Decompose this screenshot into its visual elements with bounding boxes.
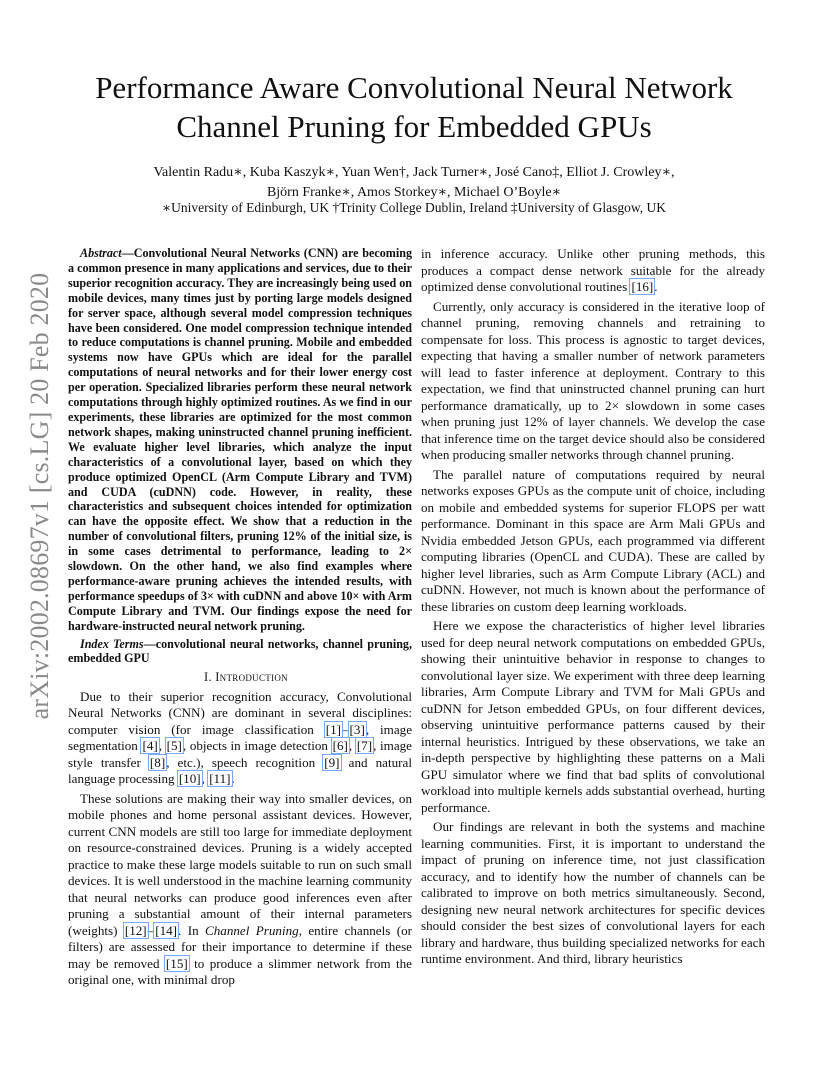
citation-link[interactable]: [10] xyxy=(178,771,201,787)
citation-link[interactable]: [3] xyxy=(349,721,365,737)
citation-link[interactable]: [4] xyxy=(142,738,158,754)
text-run: , xyxy=(348,738,356,754)
text-run: , xyxy=(158,738,166,754)
citation-link[interactable]: [16] xyxy=(631,279,654,294)
text-run: in inference accuracy. Unlike other pruning methods, this produces a compact dense network suitable for the already optimized dense convolutional routines xyxy=(421,246,765,294)
citation-link[interactable]: [6] xyxy=(332,738,348,754)
affiliations: ∗University of Edinburgh, UK †Trinity College Dublin, Ireland ‡University of Glasgow, UK xyxy=(161,200,666,215)
title-line-1: Performance Aware Convolutional Neural Network xyxy=(95,70,733,105)
text-run: . In xyxy=(178,922,205,938)
text-run: – xyxy=(342,721,349,737)
intro-paragraph-1 xyxy=(68,689,412,788)
text-run: and natural language processing xyxy=(68,754,412,787)
citation-link[interactable]: [7] xyxy=(356,738,373,754)
index-terms xyxy=(68,637,412,667)
intro-paragraph-3: Currently, only accuracy is considered in the iterative loop of channel pruning, removing channels and retraining to compensate for loss. This process is agnostic to target devices, expecting that having a smaller number of network parameters will lead to faster inference at deployment. Contrary to this expectation, we find that uninstructed channel pruning can hurt performance dramatically, up to 2× slowdown in some cases when pruning just 12% of layer channels. We develop the case that inference time on the target device should also be considered when producing smaller networks through channel pruning. xyxy=(421,298,765,462)
index-terms-text: —convolutional neural networks, channel pruning, embedded GPU xyxy=(68,636,412,666)
intro-paragraph-5: Here we expose the characteristics of higher level libraries used for deep neural network computations on embedded GPUs, showing their unintuitive behavior in response to changes to convolutional layer size. We experiment with three deep learning libraries, Arm Compute Library and TVM for Mali GPUs and cuDNN for Jetson embedded GPUs, on four different devices, observing unintuitive performance patterns caused by their internal heuristics. Intrigued by these observations, we take an in-depth perspective by highlighting these patterns on a Mali GPU simulator where we find that bad splits of convolutional workload into multiple kernels adds substantial overhead, hurting performance. xyxy=(421,618,765,815)
intro-paragraph-6: Our findings are relevant in both the systems and machine learning communities. First, it is important to understand the impact of pruning on inference time, not just classification accuracy, and to identify how the number of channels can be calibrated to improve on both metrics simultaneously. Second, designing new neural network architectures for specific devices should consider the best sizes of convolutional layers for each library and hardware, thus building specialized networks for each runtime environment. And third, library heuristics xyxy=(421,819,765,966)
arxiv-identifier-text: arXiv:2002.08697v1 [cs.LG] 20 Feb 2020 xyxy=(25,272,54,720)
text-run: , objects in image detection xyxy=(182,738,332,754)
intro-paragraph-2-continued xyxy=(421,246,765,296)
citation-link[interactable]: [8] xyxy=(149,754,166,770)
text-run: , xyxy=(201,771,209,787)
abstract-label: Abstract xyxy=(80,246,122,260)
text-run: , image style transfer xyxy=(68,738,412,770)
section-title: Introduction xyxy=(215,670,288,685)
text-run: to produce a slimmer network from the original one, with minimal drop xyxy=(68,955,412,988)
intro-paragraph-4: The parallel nature of computations required by neural networks exposes GPUs as the compute unit of choice, including on mobile and embedded systems for superior FLOPS per watt performance. Dominant in this space are Arm Mali GPUs and Nvidia embedded Jetson GPUs, each programmed via different computing libraries (OpenCL and CUDA). These are called by higher level libraries, such as Arm Compute Library (ACL) and cuDNN. However, not much is known about the performance of these libraries on custom deep learning workloads. xyxy=(421,466,765,614)
text-run: , etc.), speech recognition xyxy=(166,754,324,770)
intro-paragraph-2 xyxy=(68,791,412,989)
citation-link[interactable]: [5] xyxy=(166,738,182,754)
citation-link[interactable]: [9] xyxy=(324,754,340,770)
text-run: – xyxy=(147,922,155,938)
citation-link[interactable]: [14] xyxy=(155,922,178,938)
text-run: , entire channels (or filters) are assessed for their importance to determine if these may be removed xyxy=(68,922,412,971)
title-line-2: Channel Pruning for Embedded GPUs xyxy=(176,109,652,144)
section-number: I. xyxy=(204,670,212,685)
text-run: These solutions are making their way into smaller devices, on mobile phones and home personal assistant devices. However, current CNN models are still too large for immediate deployment on resource-constrained devices. Pruning is a widely accepted practice to make these large models suitable to run on such small devices. It is well understood in the machine learning community that neural networks can produce good inferences even after pruning a substantial amount of their internal parameters (weights) xyxy=(68,790,412,938)
text-run: , image segmentation xyxy=(68,721,413,754)
left-column xyxy=(68,246,412,989)
author-list xyxy=(60,163,768,203)
citation-link[interactable]: [1] xyxy=(325,721,341,737)
text-run: . xyxy=(654,279,658,294)
text-run: . xyxy=(231,771,235,787)
abstract xyxy=(68,246,412,634)
abstract-text: —Convolutional Neural Networks (CNN) are becoming a common presence in many applications and services, due to their superior recognition accuracy. They are increasingly being used on mobile devices, many times just by porting large models designed for server space, although several model compression techniques have been considered. One model compression technique intended to reduce computations is channel pruning. Mobile and embedded systems now have GPUs which are ideal for the parallel computations of neural networks and for their lower energy cost per operation. Specialized libraries perform these neural network computations through highly optimized routines. As we find in our experiments, these libraries are optimized for the most common network shapes, making uninstructed channel pruning inefficient. We evaluate higher level libraries, which analyze the input characteristics of a convolutional layer, based on which they produce optimized OpenCL (Arm Compute Library and TVM) and CUDA (cuDNN) code. However, in reality, these characteristics and subsequent choices intended for optimization can have the opposite effect. We show that a reduction in the number of convolutional filters, pruning 12% of the initial size, is in some cases detrimental to performance, leading to 2× slowdown. On the other hand, we also find examples where performance-aware pruning achieves the intended results, with performance speedups of 3× with cuDNN and above 10× with Arm Compute Library and TVM. Our findings expose the need for hardware-instructed neural network pruning. xyxy=(68,246,412,633)
authors-line-1: Valentin Radu∗, Kuba Kaszyk∗, Yuan Wen†, Jack Turner∗, José Cano‡, Elliot J. Crowley∗, xyxy=(153,165,675,180)
citation-link[interactable]: [11] xyxy=(209,771,231,787)
authors-line-2: Björn Franke∗, Amos Storkey∗, Michael O’Boyle∗ xyxy=(266,185,562,200)
citation-link[interactable]: [12] xyxy=(124,922,147,938)
text-run: Due to their superior recognition accuracy, Convolutional Neural Networks (CNN) are dominant in several disciplines: computer vision (for image classification xyxy=(68,688,412,737)
section-heading-introduction xyxy=(68,669,412,686)
emphasized-term: Channel Pruning xyxy=(205,922,299,938)
citation-link[interactable]: [15] xyxy=(165,955,188,971)
paper-title xyxy=(60,68,768,146)
right-column xyxy=(421,246,765,968)
index-terms-label: Index Terms xyxy=(80,636,144,651)
